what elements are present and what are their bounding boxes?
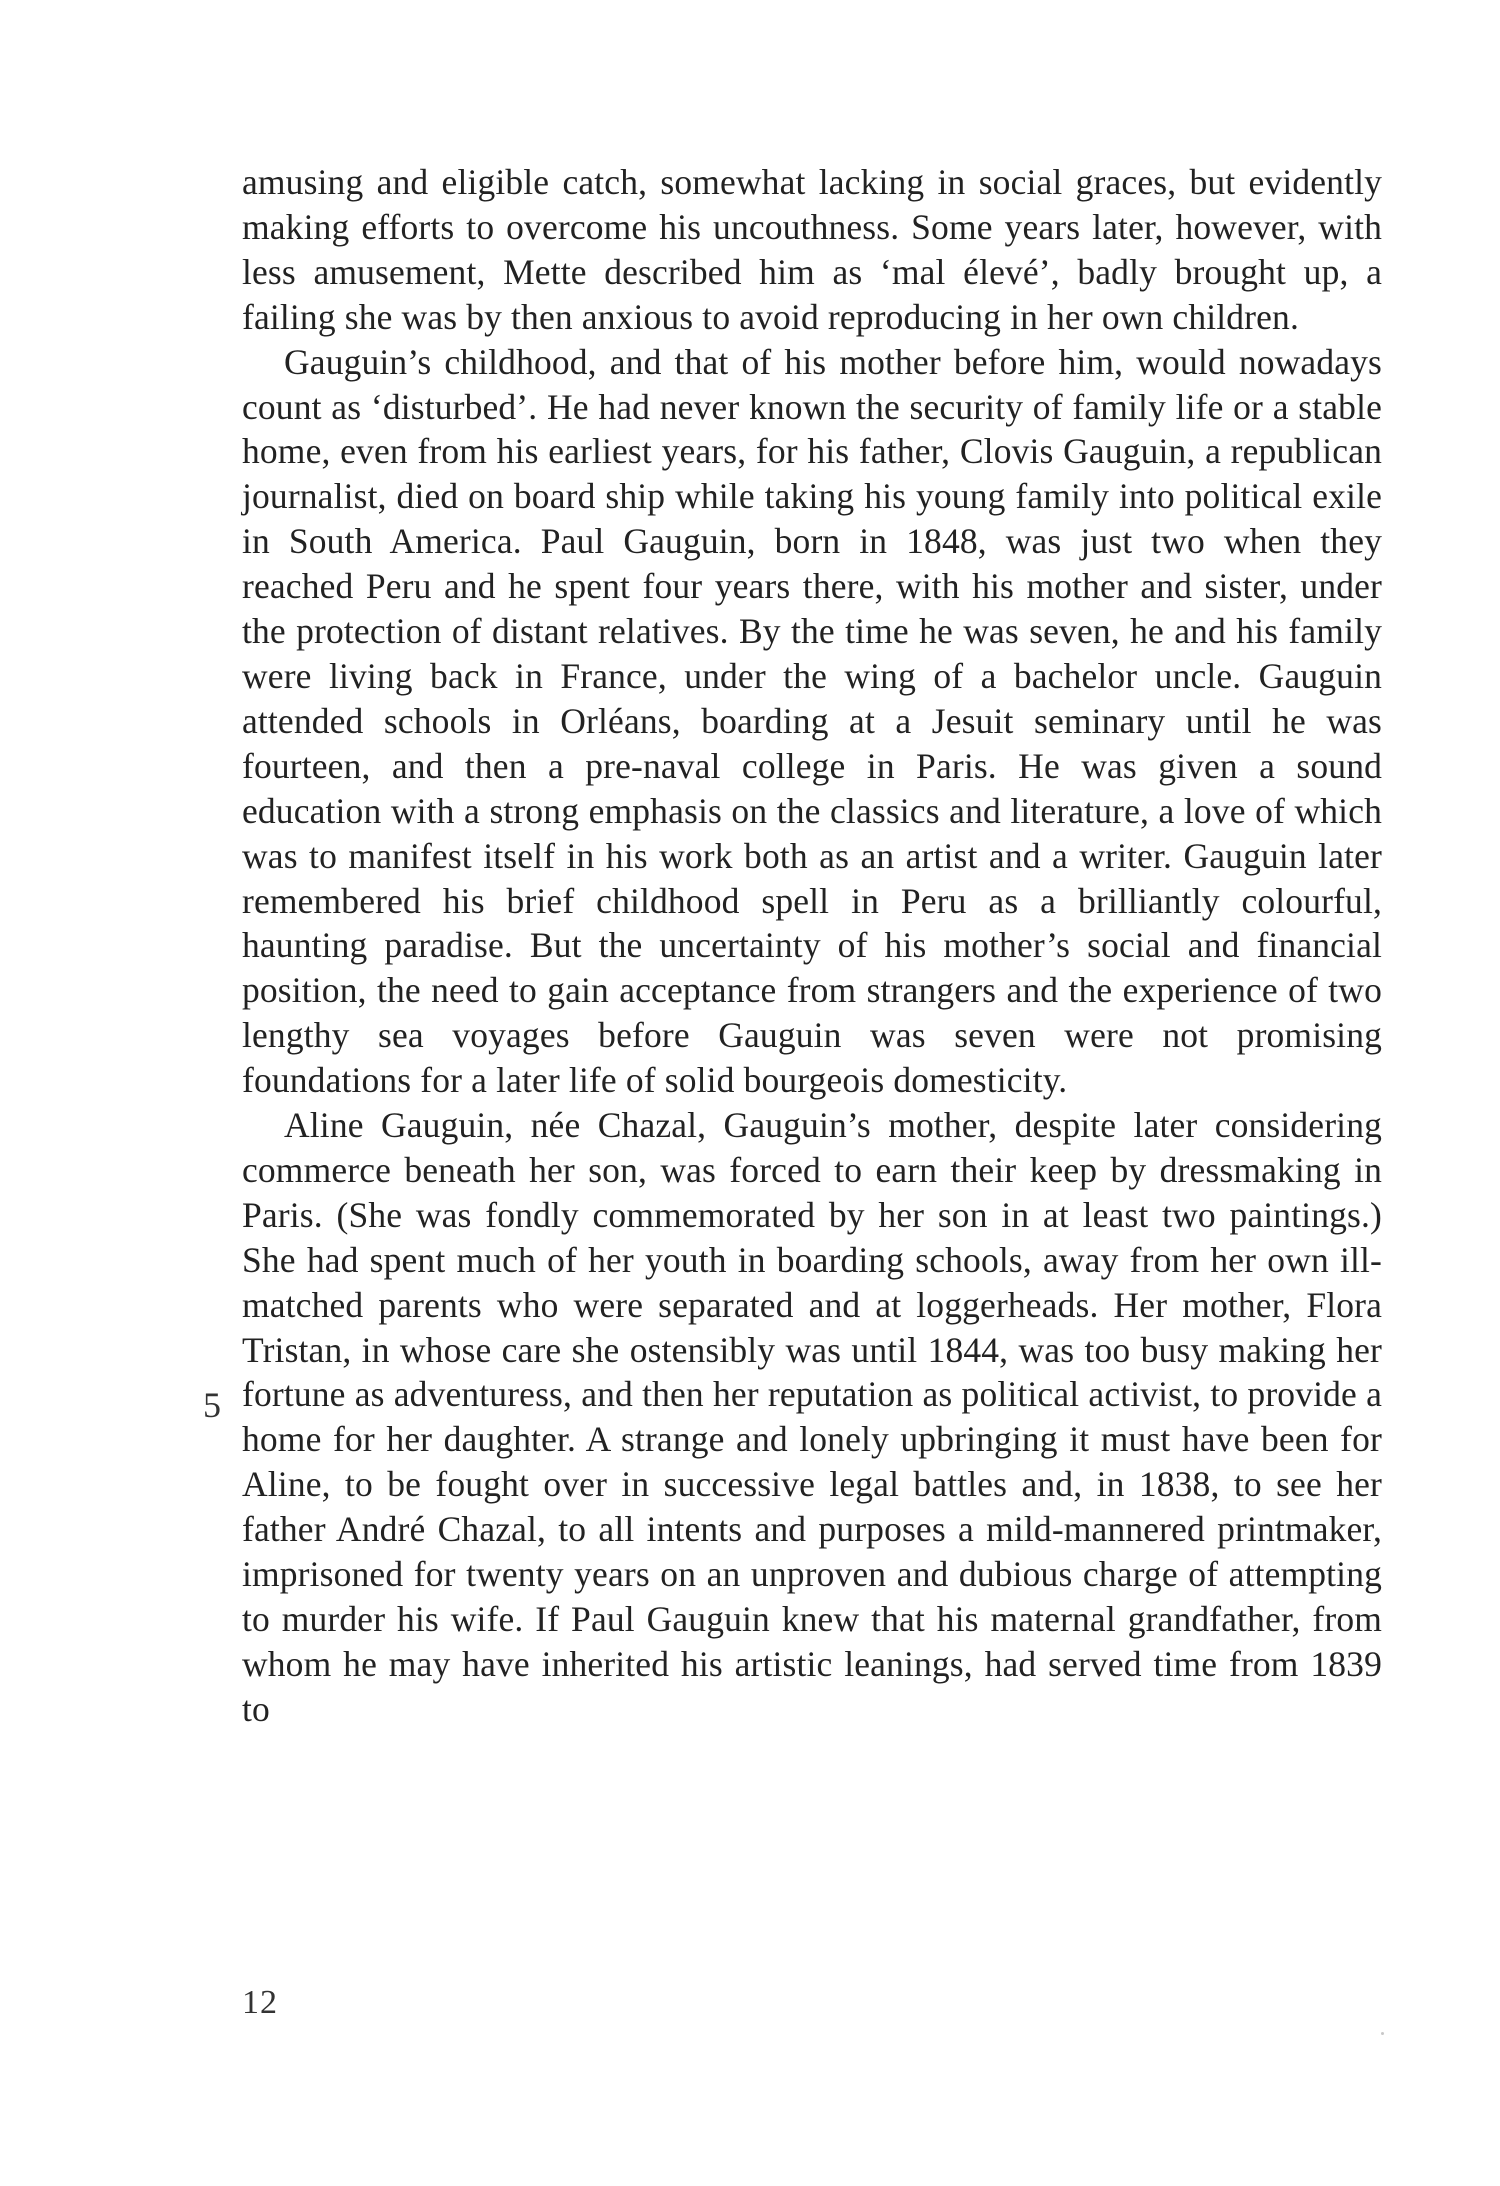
- paragraph-aline-gauguin: Aline Gauguin, née Chazal, Gauguin’s mother, despite later considering commerce beneath her son, was forced to earn their keep by dressmaking in Paris. (She was fondly commemorated by her son in at least two paintings.) She had spent much of her youth in boarding schools, away from her own ill-matched parents who were separated and at loggerheads. Her mother, Flora Tristan, in whose care she ostensibly was until 1844, was too busy making her fortune as adventuress, and then her reputation as political activist, to provide a home for her daughter. A strange and lonely upbringing it must have been for Aline, to be fought over in successive legal battles and, in 1838, to see her father André Chazal, to all intents and purposes a mild-mannered printmaker, imprisoned for twenty years on an unproven and dubious charge of attempting to murder his wife. If Paul Gauguin knew that his maternal grandfather, from whom he may have inherited his artistic leanings, had served time from 1839 to: [242, 1105, 1382, 1729]
- paragraph-continuation: amusing and eligible catch, somewhat lacking in social graces, but evidently making efforts to overcome his uncouthness. Some years later, however, with less amusement, Mette described him as ‘mal élevé’, badly brought up, a failing she was by then anxious to avoid reproducing in her own children.: [242, 162, 1382, 337]
- margin-line-marker: 5: [203, 1385, 221, 1425]
- body-text: [242, 160, 1382, 1732]
- paragraph-gauguin-childhood: Gauguin’s childhood, and that of his mother before him, would nowadays count as ‘disturbed’. He had never known the security of family life or a stable home, even from his earliest years, for his father, Clovis Gauguin, a republican journalist, died on board ship while taking his young family into political exile in South America. Paul Gauguin, born in 1848, was just two when they reached Peru and he spent four years there, with his mother and sister, under the protection of distant relatives. By the time he was seven, he and his family were living back in France, under the wing of a bachelor uncle. Gauguin attended schools in Orléans, boarding at a Jesuit seminary until he was fourteen, and then a pre-naval college in Paris. He was given a sound education with a strong emphasis on the classics and literature, a love of which was to manifest itself in his work both as an artist and a writer. Gauguin later remembered his brief childhood spell in Peru as a brilliantly colourful, haunting paradise. But the uncertainty of his mother’s social and financial position, the need to gain acceptance from strangers and the experience of two lengthy sea voyages before Gauguin was seven were not promising foundations for a later life of solid bourgeois domesticity.: [242, 341, 1382, 1101]
- scan-speck: [1381, 2032, 1384, 2035]
- page-number: 12: [242, 1984, 278, 2021]
